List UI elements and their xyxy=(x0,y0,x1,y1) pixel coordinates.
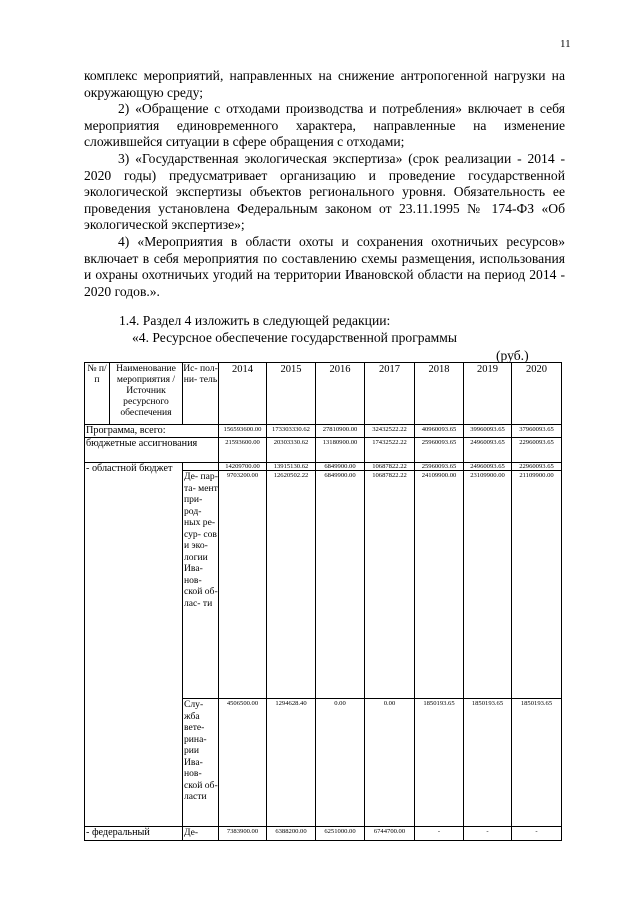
cell-value: 0.00 xyxy=(316,699,365,827)
cell-value: 6849900.00 xyxy=(316,463,365,471)
header-exec: Ис- пол- ни- тель xyxy=(183,363,219,425)
header-year: 2017 xyxy=(365,363,415,425)
cell-value: 22960093.65 xyxy=(512,438,562,463)
paragraph-3: 3) «Государственная экологическая экспертиза» (срок реализации - 2014 - 2020 годы) предусматривает организацию и проведение государственной экологической экспертизы объектов регионального уровня. Обязательность ее проведения установлена Федеральным законом от 23.11.1995 № 174-ФЗ «Об экологической экспертизе»; xyxy=(84,150,565,233)
cell-value: 1850193.65 xyxy=(415,699,464,827)
header-num: № п/п xyxy=(85,363,110,425)
cell-value: 6744700.00 xyxy=(365,827,415,841)
executor-name: Де- xyxy=(183,827,219,841)
table-row xyxy=(85,463,562,471)
cell-value: 6849900.00 xyxy=(316,471,365,699)
cell-value: 37960093.65 xyxy=(512,425,562,438)
section-line: 1.4. Раздел 4 изложить в следующей редакции: xyxy=(119,313,391,328)
cell-value: - xyxy=(415,827,464,841)
header-year: 2014 xyxy=(219,363,267,425)
header-name: Наименование мероприятия / Источник ресурсного обеспечения xyxy=(110,363,183,425)
cell-value: 24960093.65 xyxy=(464,438,512,463)
row-label: Программа, всего: xyxy=(85,425,219,438)
cell-value: 13915130.62 xyxy=(267,463,316,471)
cell-value: 1850193.65 xyxy=(464,699,512,827)
header-year: 2018 xyxy=(415,363,464,425)
cell-value: 173303330.62 xyxy=(267,425,316,438)
header-year: 2020 xyxy=(512,363,562,425)
row-label: - федеральный xyxy=(85,827,183,841)
cell-value: 1294628.40 xyxy=(267,699,316,827)
cell-value: 24109900.00 xyxy=(415,471,464,699)
header-year: 2015 xyxy=(267,363,316,425)
cell-value: 14209700.00 xyxy=(219,463,267,471)
cell-value: 13180900.00 xyxy=(316,438,365,463)
cell-value: 9703200.00 xyxy=(219,471,267,699)
cell-value: - xyxy=(512,827,562,841)
header-year: 2016 xyxy=(316,363,365,425)
table-row xyxy=(85,438,562,463)
empty-exec-cell xyxy=(183,463,219,471)
cell-value: 7383900.00 xyxy=(219,827,267,841)
table-row xyxy=(85,827,562,841)
row-label: бюджетные ассигнования xyxy=(85,438,219,463)
table-row xyxy=(85,425,562,438)
cell-value: 156593600.00 xyxy=(219,425,267,438)
cell-value: 20303330.62 xyxy=(267,438,316,463)
cell-value: 21109900.00 xyxy=(512,471,562,699)
cell-value: 22960093.65 xyxy=(512,463,562,471)
cell-value: 4506500.00 xyxy=(219,699,267,827)
cell-value: 24960093.65 xyxy=(464,463,512,471)
cell-value: 1850193.65 xyxy=(512,699,562,827)
section-title: «4. Ресурсное обеспечение государственной программы xyxy=(132,330,457,345)
cell-value: 10687822.22 xyxy=(365,463,415,471)
paragraph-4: 4) «Мероприятия в области охоты и сохранения охотничьих ресурсов» включает в себя мероприятия по составлению схемы размещения, использования и охраны охотничьих угодий на территории Ивановской области на период 2014 - 2020 годов.». xyxy=(84,233,565,299)
cell-value: - xyxy=(464,827,512,841)
header-year: 2019 xyxy=(464,363,512,425)
cell-value: 25960093.65 xyxy=(415,438,464,463)
executor-name: Де- пар- та- мент при- род- ных ре- сур- сов и эко- логии Ива- нов- ской об- лас- ти xyxy=(183,471,219,699)
body-text xyxy=(84,68,565,300)
row-label: - областной бюджет xyxy=(85,463,183,827)
paragraph-1: комплекс мероприятий, направленных на снижение антропогенной нагрузки на окружающую среду; xyxy=(84,68,565,100)
cell-value: 25960093.65 xyxy=(415,463,464,471)
cell-value: 10687822.22 xyxy=(365,471,415,699)
unit-label: (руб.) xyxy=(496,348,529,363)
cell-value: 21593600.00 xyxy=(219,438,267,463)
executor-name: Слу- жба вете- рина- рии Ива- нов- ской об- ласти xyxy=(183,699,219,827)
cell-value: 17432522.22 xyxy=(365,438,415,463)
table-header-row xyxy=(85,363,562,425)
cell-value: 0.00 xyxy=(365,699,415,827)
cell-value: 40960093.65 xyxy=(415,425,464,438)
page-number: 11 xyxy=(560,38,571,50)
cell-value: 27810900.00 xyxy=(316,425,365,438)
cell-value: 6251000.00 xyxy=(316,827,365,841)
cell-value: 12620502.22 xyxy=(267,471,316,699)
cell-value: 39960093.65 xyxy=(464,425,512,438)
resource-table xyxy=(84,362,562,841)
paragraph-2: 2) «Обращение с отходами производства и потребления» включает в себя мероприятия единовременного характера, направленные на изменение сложившейся ситуации в сфере обращения с отходами; xyxy=(84,101,565,150)
cell-value: 6388200.00 xyxy=(267,827,316,841)
cell-value: 23109900.00 xyxy=(464,471,512,699)
cell-value: 32432522.22 xyxy=(365,425,415,438)
